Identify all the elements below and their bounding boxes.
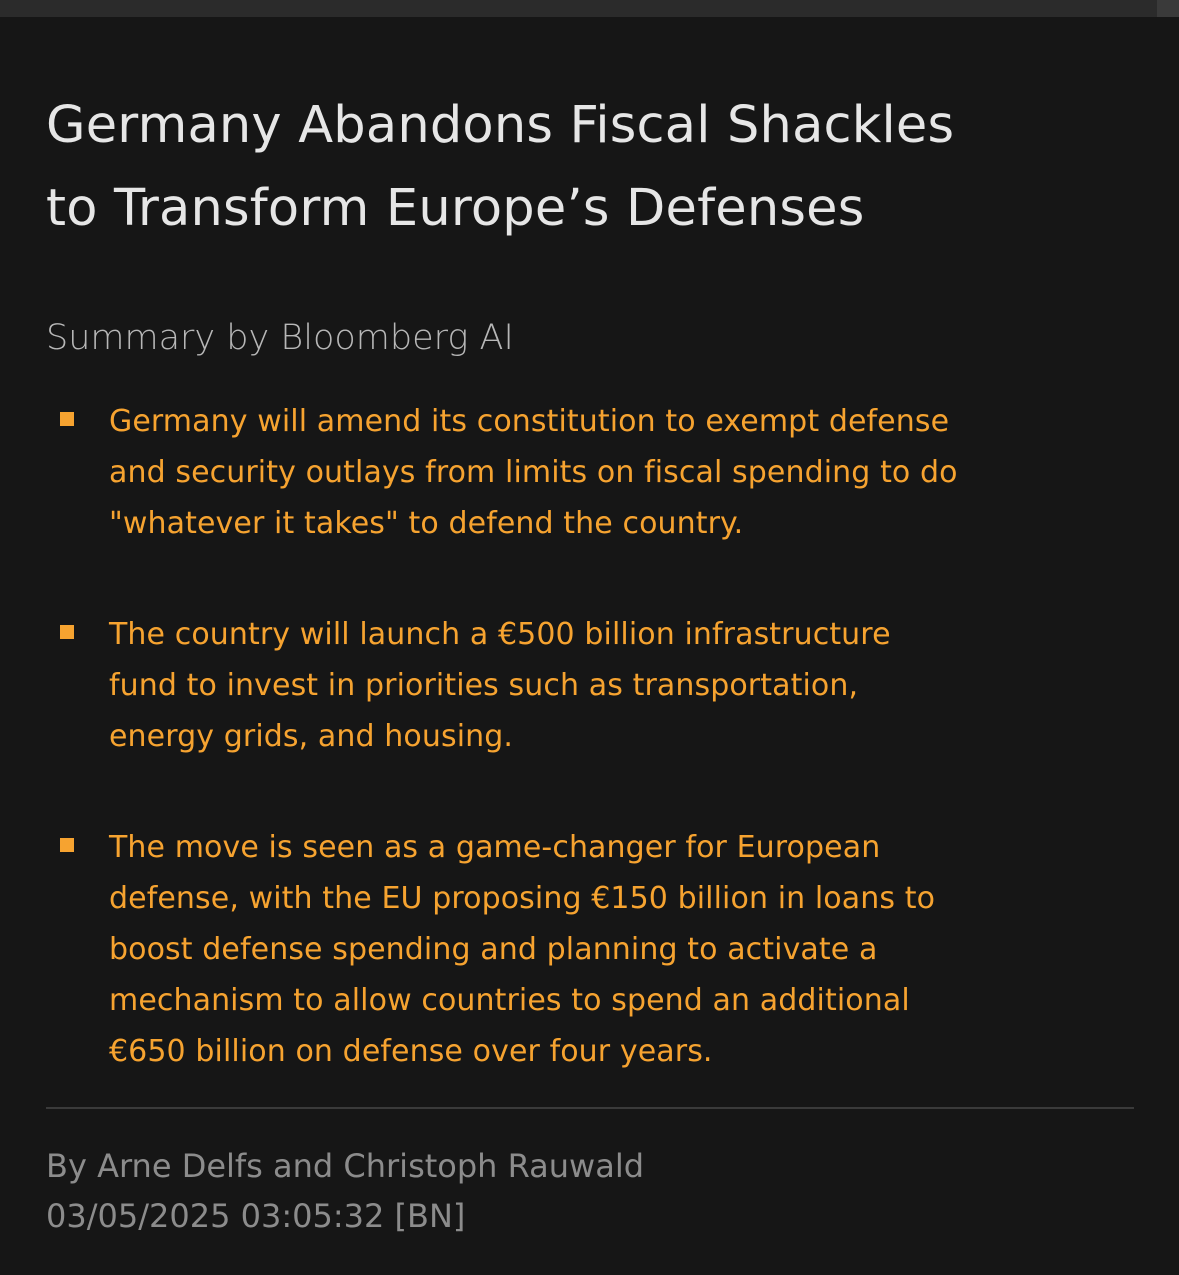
bullet-line: fund to invest in priorities such as transportation,	[109, 668, 859, 703]
summary-bullet-text	[109, 396, 1119, 549]
bullet-line: Germany will amend its constitution to exempt defense	[109, 404, 950, 439]
square-bullet-icon	[60, 838, 74, 852]
square-bullet-icon	[60, 625, 74, 639]
bullet-line: boost defense spending and planning to activate a	[109, 932, 878, 967]
square-bullet-icon	[60, 412, 74, 426]
article-byline: By Arne Delfs and Christoph Rauwald	[46, 1147, 645, 1185]
article-timestamp: 03/05/2025 03:05:32 [BN]	[46, 1197, 466, 1235]
bullet-line: defense, with the EU proposing €150 billion in loans to	[109, 881, 936, 916]
bullet-line: €650 billion on defense over four years.	[109, 1034, 713, 1069]
article-headline	[46, 84, 1136, 250]
bullet-line: mechanism to allow countries to spend an additional	[109, 983, 910, 1018]
footer-divider	[46, 1107, 1134, 1109]
summary-bullet-text	[109, 822, 1119, 1077]
bullet-line: "whatever it takes" to defend the country.	[109, 506, 744, 541]
bullet-line: The move is seen as a game-changer for European	[109, 830, 881, 865]
top-status-bar	[0, 0, 1179, 17]
headline-line-1: Germany Abandons Fiscal Shackles	[46, 96, 955, 155]
summary-label: Summary by Bloomberg AI	[46, 318, 514, 358]
bullet-line: and security outlays from limits on fiscal spending to do	[109, 455, 958, 490]
bullet-line: energy grids, and housing.	[109, 719, 514, 754]
summary-bullet-text	[109, 609, 1119, 762]
top-bar-edge	[1157, 0, 1179, 17]
bullet-line: The country will launch a €500 billion infrastructure	[109, 617, 891, 652]
headline-line-2: to Transform Europe’s Defenses	[46, 179, 865, 238]
